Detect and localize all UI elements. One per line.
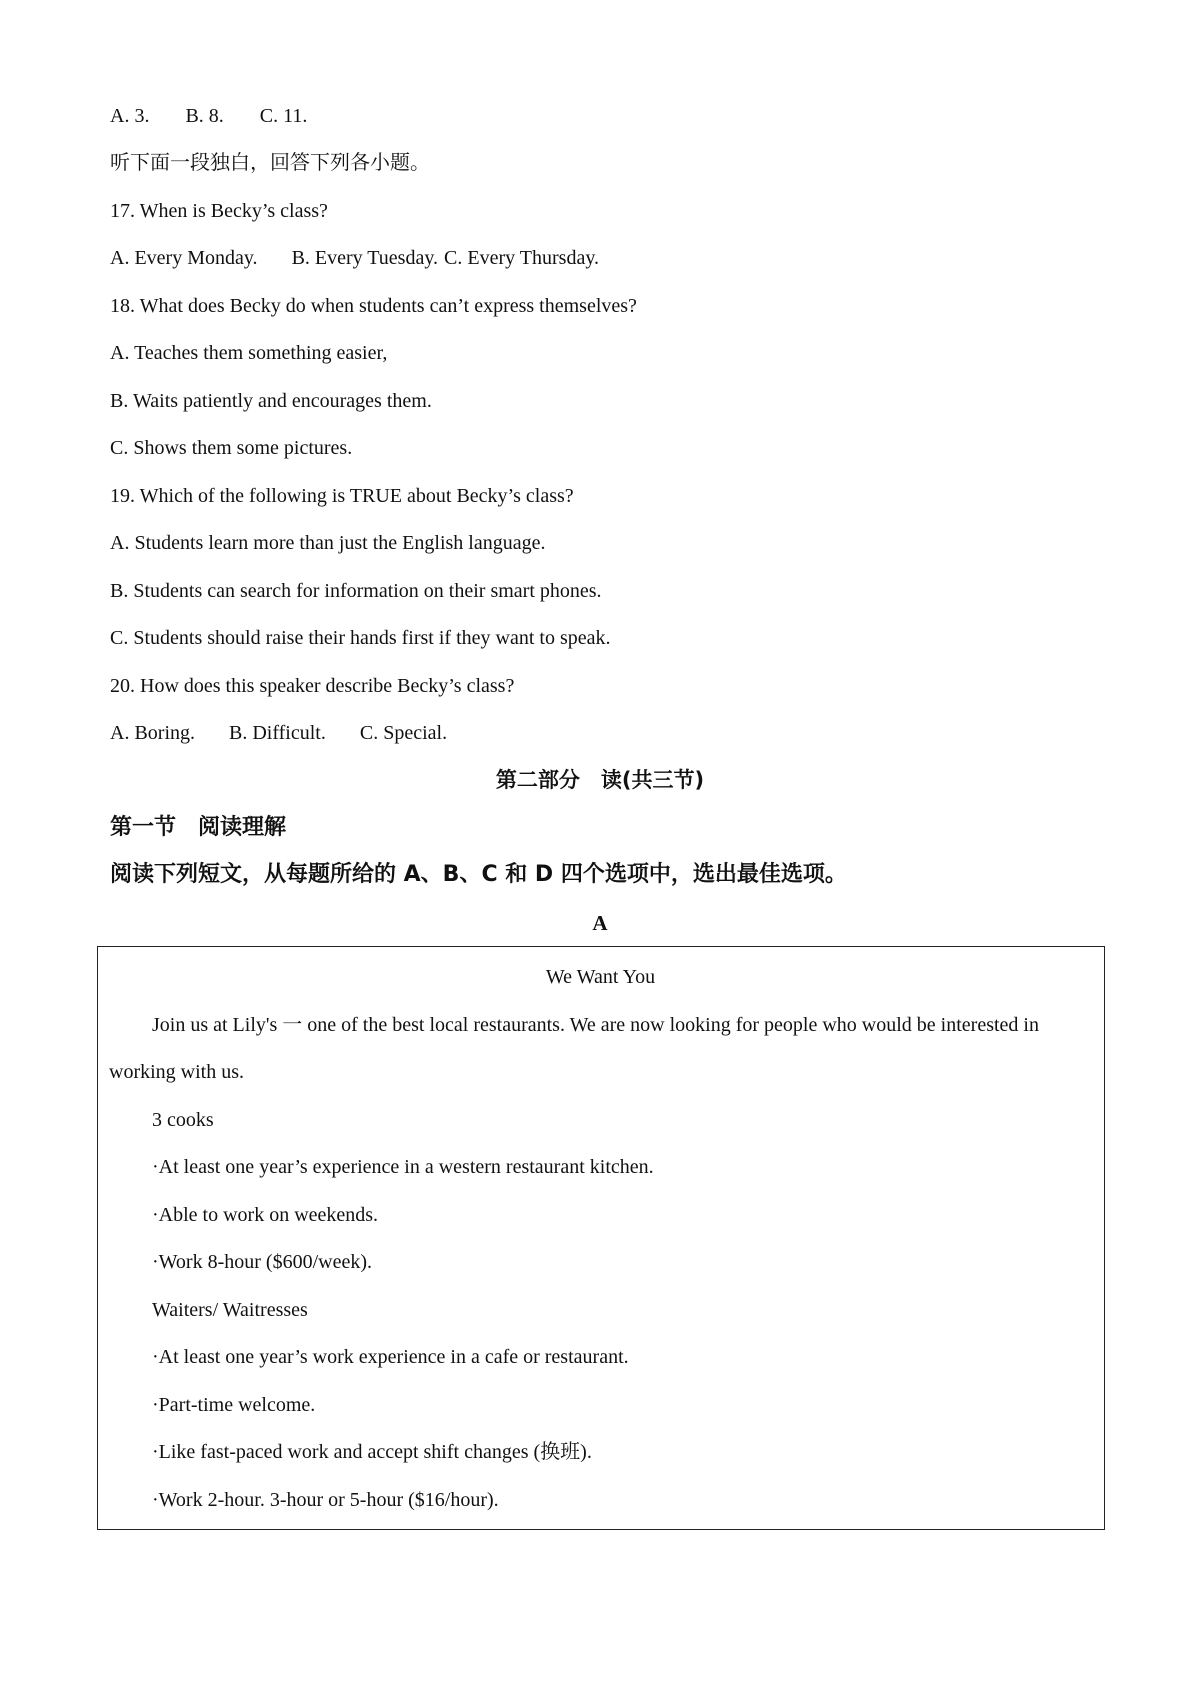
q20-option-b: B. Difficult. — [229, 722, 326, 744]
q17-option-a: A. Every Monday. — [110, 247, 258, 269]
waiters-item: ·At least one year’s work experience in a cafe or restaurant. — [152, 1346, 629, 1368]
q20-question: 20. How does this speaker describe Becky’s class? — [110, 675, 515, 697]
cooks-item: ·Able to work on weekends. — [152, 1204, 379, 1226]
q19-option-b: B. Students can search for information on their smart phones. — [110, 580, 602, 602]
q19-question: 19. Which of the following is TRUE about Becky’s class? — [110, 485, 574, 507]
monologue-instruction: 听下面一段独白，回答下列各小题。 — [110, 152, 430, 174]
q16-options — [110, 104, 307, 128]
cooks-item: ·Work 8-hour ($600/week). — [152, 1251, 372, 1273]
cooks-heading: 3 cooks — [152, 1109, 214, 1131]
q17-option-b: B. Every Tuesday. — [291, 247, 439, 269]
waiters-item: ·Work 2-hour. 3-hour or 5-hour ($16/hour). — [152, 1489, 499, 1511]
q16-option-b: B. 8. — [185, 105, 224, 127]
q17-options — [110, 246, 599, 270]
q18-option-a: A. Teaches them something easier, — [110, 342, 388, 364]
ad-intro-line2: working with us. — [109, 1061, 244, 1083]
q18-option-c: C. Shows them some pictures. — [110, 437, 353, 459]
q17-question: 17. When is Becky’s class? — [110, 200, 328, 222]
q17-option-c: C. Every Thursday. — [444, 247, 600, 269]
ad-title: We Want You — [545, 966, 656, 988]
ad-intro-line1: Join us at Lily's 一 one of the best local restaurants. We are now looking for people who would be interested in — [152, 1014, 1039, 1036]
cooks-item: ·At least one year’s experience in a western restaurant kitchen. — [152, 1156, 654, 1178]
q20-option-c: C. Special. — [359, 722, 448, 744]
q19-option-c: C. Students should raise their hands first if they want to speak. — [110, 627, 611, 649]
q20-option-a: A. Boring. — [110, 722, 195, 744]
q18-question: 18. What does Becky do when students can’t express themselves? — [110, 295, 637, 317]
q16-option-c: C. 11. — [259, 105, 308, 127]
section1-title: 第一节 阅读理解 — [110, 815, 287, 840]
waiters-item: ·Part-time welcome. — [152, 1394, 316, 1416]
q20-options — [110, 721, 447, 745]
waiters-heading: Waiters/ Waitresses — [152, 1299, 308, 1321]
q16-option-a: A. 3. — [110, 105, 150, 127]
part2-title: 第二部分 读(共三节) — [495, 768, 705, 792]
section1-instruction: 阅读下列短文，从每题所给的 A、B、C 和 D 四个选项中，选出最佳选项。 — [110, 862, 847, 887]
q19-option-a: A. Students learn more than just the English language. — [110, 532, 546, 554]
passage-label: A — [592, 911, 608, 935]
waiters-item: ·Like fast-paced work and accept shift changes (换班). — [152, 1441, 592, 1463]
q18-option-b: B. Waits patiently and encourages them. — [110, 390, 432, 412]
job-ad-box — [97, 946, 1105, 1530]
